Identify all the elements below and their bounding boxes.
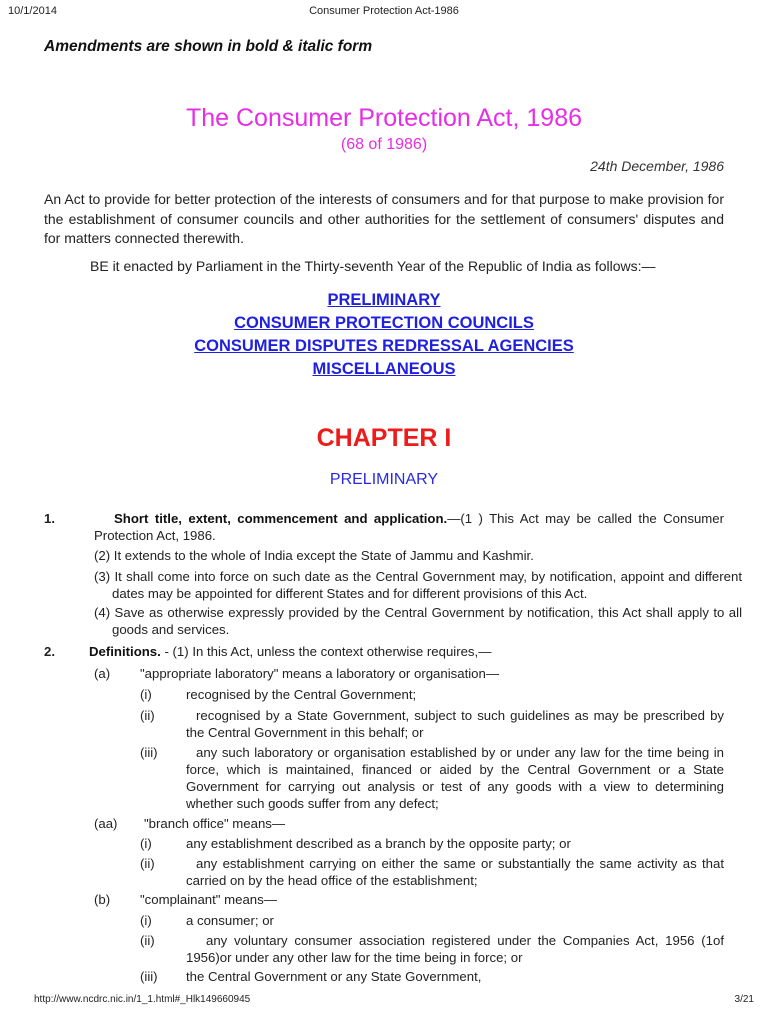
sub-clause-text: any establishment carrying on either the same or substantially the same activity as that carried on by the head office of the establishment; <box>186 856 724 888</box>
toc-link-miscellaneous[interactable]: MISCELLANEOUS <box>312 360 456 378</box>
enactment-clause: BE it enacted by Parliament in the Thirty-seventh Year of the Republic of India as follows:— <box>90 258 656 274</box>
section-2-number: 2. <box>44 644 55 659</box>
toc-link-preliminary[interactable]: PRELIMINARY <box>327 291 441 309</box>
clause-text: "branch office" means— <box>144 816 286 831</box>
sub-clause-text: any establishment described as a branch by the opposite party; or <box>186 836 571 851</box>
sub-clause-label: (iii) <box>140 969 158 984</box>
section-2-heading: Definitions. <box>89 644 161 659</box>
toc-link-agencies[interactable]: CONSUMER DISPUTES REDRESSAL AGENCIES <box>194 337 574 355</box>
section-2-intro <box>89 643 724 660</box>
sub-clause-label: (ii) <box>140 856 155 871</box>
act-date: 24th December, 1986 <box>590 158 724 174</box>
preamble: An Act to provide for better protection of the interests of consumers and for that purpose to make provision for the establishment of consumer councils and other authorities for the settlement of consumers' disputes and for matters connected therewith. <box>44 191 724 246</box>
sub-clause-text: any such laboratory or organisation established by or under any law for the time being in force, which is maintained, financed or aided by the Central Government or a State Government for carrying out analysis or test of any goods with a view to determining whether such goods suffer from any defect; <box>186 745 724 811</box>
act-title: The Consumer Protection Act, 1986 <box>185 104 583 132</box>
chapter-heading: CHAPTER I <box>316 424 452 452</box>
header-title: Consumer Protection Act-1986 <box>309 5 459 17</box>
clause-label: (a) <box>94 666 111 681</box>
toc-link-councils[interactable]: CONSUMER PROTECTION COUNCILS <box>234 314 534 332</box>
section-2-intro-text: - (1) In this Act, unless the context otherwise requires,— <box>160 644 492 659</box>
sub-clause-label: (i) <box>140 687 152 702</box>
sub-clause-text: the Central Government or any State Government, <box>186 969 482 984</box>
sub-clause-label: (ii) <box>140 708 155 723</box>
sub-clause-label: (ii) <box>140 933 155 948</box>
amendment-note: Amendments are shown in bold & italic form <box>44 38 373 55</box>
section-1-heading: Short title, extent, commencement and application. <box>114 511 448 526</box>
sub-clause-text: recognised by the Central Government; <box>186 687 417 702</box>
sub-clause-label: (iii) <box>140 745 158 760</box>
section-1-number: 1. <box>44 511 55 526</box>
sub-clause-text: any voluntary consumer association registered under the Companies Act, 1956 (1of 1956)or under any other law for the time being in force; or <box>186 933 724 965</box>
chapter-subtitle: PRELIMINARY <box>329 471 439 488</box>
clause-label: (aa) <box>94 816 118 831</box>
section-1-p2: (2) It extends to the whole of India except the State of Jammu and Kashmir. <box>94 548 534 563</box>
section-1-p3: (3) It shall come into force on such date as the Central Government may, by notification, appoint and different dates may be appointed for different States and for different provisions of this Act. <box>94 569 742 601</box>
clause-label: (b) <box>94 892 111 907</box>
sub-clause-text: recognised by a State Government, subject to such guidelines as may be prescribed by the Central Government in this behalf; or <box>186 708 724 740</box>
section-1-p4: (4) Save as otherwise expressly provided by the Central Government by notification, this Act shall apply to all goods and services. <box>94 605 742 637</box>
footer-url: http://www.ncdrc.nic.in/1_1.html#_Hlk149660945 <box>34 994 251 1005</box>
section-1-p1-text: —(1 ) This Act may be called the Consumer Protection Act, 1986. <box>94 511 724 543</box>
sub-clause-label: (i) <box>140 913 152 928</box>
table-of-contents <box>0 289 768 381</box>
clause-text: "appropriate laboratory" means a laboratory or organisation— <box>140 666 500 681</box>
footer-page-number: 3/21 <box>734 994 754 1005</box>
section-1-p1 <box>94 510 724 544</box>
act-number: (68 of 1986) <box>340 136 428 153</box>
sub-clause-text: a consumer; or <box>186 913 274 928</box>
header-date: 10/1/2014 <box>8 5 57 17</box>
clause-text: "complainant" means— <box>140 892 277 907</box>
sub-clause-label: (i) <box>140 836 152 851</box>
